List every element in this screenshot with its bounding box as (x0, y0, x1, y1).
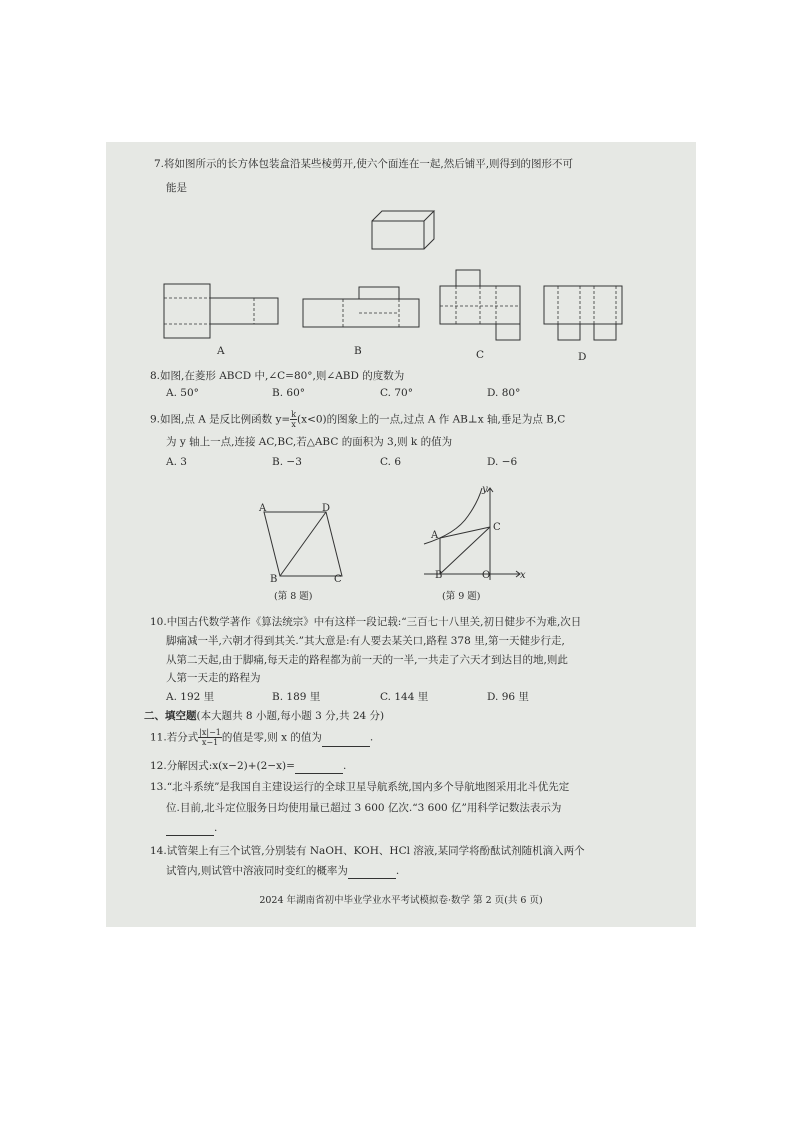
cuboid-figure (366, 206, 446, 256)
q10-line1: 10.中国古代数学著作《算法统宗》中有这样一段记载:“三百七十八里关,初日健步不为难,次日 (150, 616, 582, 628)
q11-frac-den: x−1 (201, 738, 219, 747)
q8-option-c: C. 70° (380, 387, 413, 399)
q13-line1: 13.“北斗系统”是我国自主建设运行的全球卫星导航系统,国内多个导航地图采用北斗优先定 (150, 781, 570, 793)
q9-stem-line2: 为 y 轴上一点,连接 AC,BC,若△ABC 的面积为 3,则 k 的值为 (166, 436, 453, 448)
q10-line3: 从第二天起,由于脚痛,每天走的路程都为前一天的一半,一共走了六天才到达目的地,则此 (166, 654, 568, 666)
q9-option-a: A. 3 (166, 456, 187, 468)
q7-line1: 7.将如图所示的长方体包装盒沿某些棱剪开,使六个面连在一起,然后铺平,则得到的图形不可 (154, 158, 574, 170)
q8-option-b: B. 60° (272, 387, 306, 399)
rhombus-figure (260, 504, 350, 584)
q13-line3 (166, 820, 217, 836)
q9-option-b: B. −3 (272, 456, 302, 468)
q14-end: . (395, 865, 400, 877)
q9-frac-num: k (291, 410, 297, 419)
q14-answer-blank (348, 867, 396, 879)
fig9-label-a: A (431, 530, 439, 541)
page-footer: 2024 年湖南省初中毕业学业水平考试模拟卷·数学 第 2 页(共 6 页) (259, 895, 543, 906)
section-2-heading (144, 708, 384, 723)
exam-page (106, 142, 696, 927)
net-a-figure (162, 282, 282, 342)
q11-end: . (369, 731, 374, 744)
q10-option-c: C. 144 里 (380, 691, 429, 703)
net-c-label: C (476, 349, 485, 361)
q13-answer-blank (166, 824, 214, 836)
q10-line2: 脚痛减一半,六朝才得到其关.”其大意是:有人要去某关口,路程 378 里,第一天健步行走, (166, 635, 565, 647)
fig9-caption: (第 9 题) (442, 591, 481, 602)
q10-option-b: B. 189 里 (272, 691, 321, 703)
q9-frac-den: x (291, 420, 296, 429)
q14-line1: 14.试管架上有三个试管,分别装有 NaOH、KOH、HCl 溶液,某同学将酚酞试剂随机滴入两个 (150, 845, 585, 857)
fig8-label-b: B (270, 574, 278, 585)
q10-line4: 人第一天走的路程为 (166, 672, 261, 684)
q12 (150, 758, 346, 774)
fig8-caption: (第 8 题) (274, 591, 313, 602)
q8-stem: 8.如图,在菱形 ABCD 中,∠C=80°,则∠ABD 的度数为 (150, 370, 405, 382)
q8-option-d: D. 80° (487, 387, 521, 399)
net-c-figure (438, 268, 522, 344)
fig9-label-c: C (493, 522, 501, 533)
fig9-label-x: x (520, 570, 526, 581)
q12-answer-blank (295, 762, 343, 774)
fig8-label-d: D (322, 503, 331, 514)
section-2-note: (本大题共 8 小题,每小题 3 分,共 24 分) (196, 710, 385, 722)
q11 (150, 728, 373, 747)
q10-option-a: A. 192 里 (166, 691, 215, 703)
q11-fraction (198, 728, 222, 747)
fig8-label-c: C (334, 574, 342, 585)
q9-stem-line1 (150, 410, 565, 429)
q8-option-a: A. 50° (166, 387, 199, 399)
q11-frac-num: |x|−1 (199, 728, 221, 737)
net-b-figure (301, 285, 421, 330)
q9-option-d: D. −6 (487, 456, 518, 468)
q11-answer-blank (322, 735, 370, 747)
section-2-title: 二、填空题 (144, 710, 197, 722)
fig8-label-a: A (259, 503, 267, 514)
q13-line2: 位.目前,北斗定位服务日均使用量已超过 3 600 亿次.“3 600 亿”用科学记数法表示为 (166, 802, 562, 814)
q12-text: 12.分解因式:x(x−2)+(2−x)= (150, 760, 295, 772)
q10-option-d: D. 96 里 (487, 691, 529, 703)
q9-post: (x<0)的图象上的一点,过点 A 作 AB⊥x 轴,垂足为点 B,C (297, 413, 566, 426)
q14-line2 (166, 863, 399, 879)
q13-end: . (214, 822, 218, 834)
q9-option-c: C. 6 (380, 456, 402, 468)
q7-line2: 能是 (166, 182, 187, 194)
net-d-label: D (578, 351, 587, 363)
net-a-label: A (217, 345, 225, 357)
q11-pre: 11.若分式 (150, 731, 199, 744)
fig9-label-y: y (482, 484, 488, 495)
q14-text: 试管内,则试管中溶液同时变红的概率为 (166, 865, 348, 877)
net-d-figure (542, 284, 626, 344)
q9-pre: 9.如图,点 A 是反比例函数 y= (150, 413, 291, 426)
q11-post: 的值是零,则 x 的值为 (221, 731, 322, 744)
net-b-label: B (354, 345, 362, 357)
fig9-label-o: O (482, 570, 491, 581)
fig9-label-b: B (435, 570, 443, 581)
q12-end: . (342, 760, 347, 772)
